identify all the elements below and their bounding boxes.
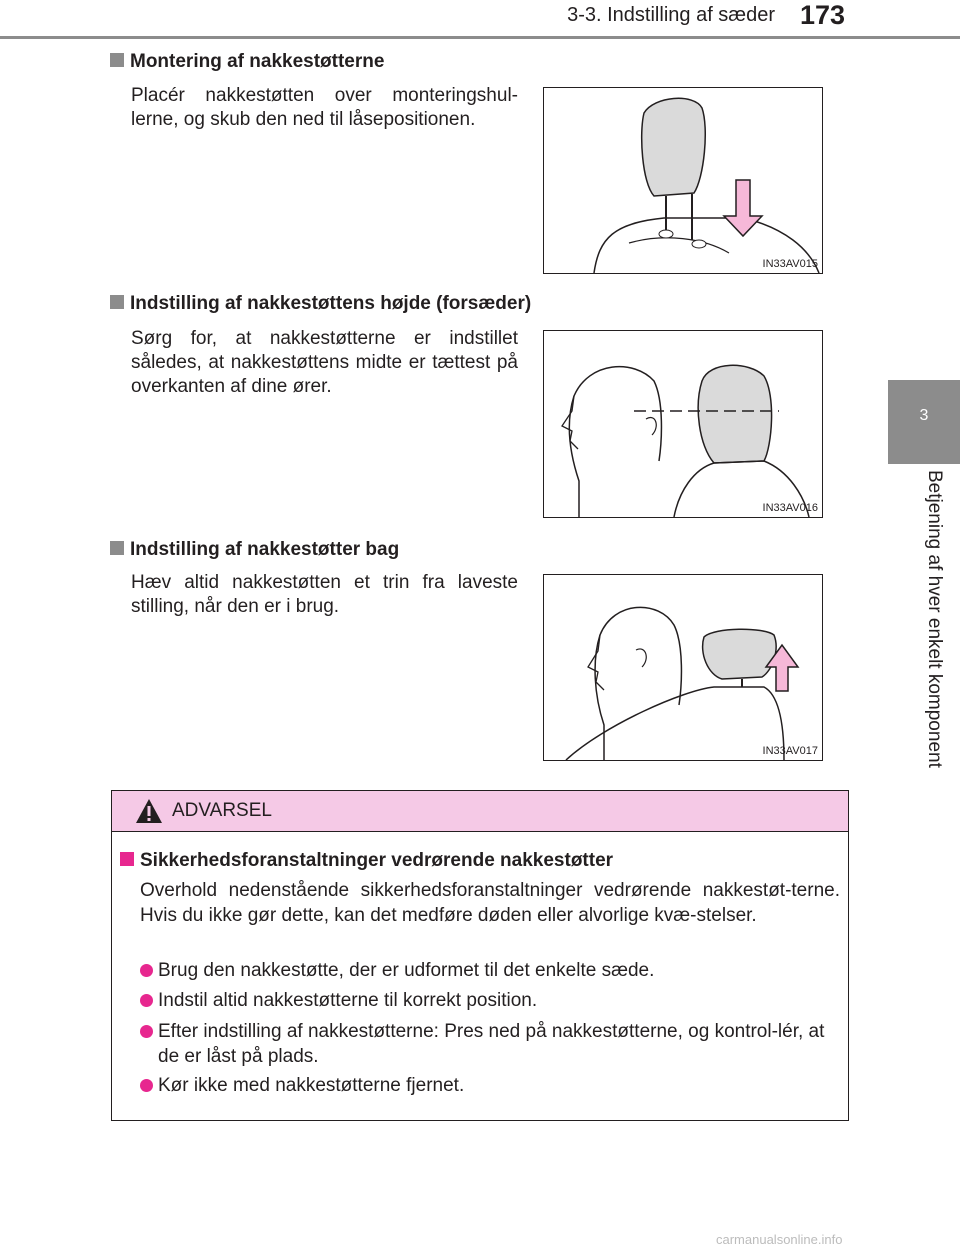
figure-height [543,330,823,518]
warning-triangle-icon [134,797,164,825]
section-text-rear: Hæv altid nakkestøtten et trin fra laveste stilling, når den er i brug. [131,572,518,617]
warning-box [111,790,849,1121]
bullet-dot-icon [140,1025,153,1038]
warning-heading: Sikkerhedsforanstaltninger vedrørende nakkestøtter [120,850,613,872]
warning-title: ADVARSEL [172,800,272,821]
chapter-tab [888,380,960,464]
header-divider [0,36,960,39]
head-and-headrest-illustration [544,331,822,517]
chapter-number: 3 [919,407,929,424]
figure-rear [543,574,823,761]
warning-bullet: Efter indstilling af nakkestøtterne: Pres ned på nakkestøtterne, og kontrol-lér, at de er låst på plads. [140,1019,840,1069]
warning-header [112,791,848,832]
warning-bullet: Kør ikke med nakkestøtterne fjernet. [140,1073,840,1098]
square-bullet-icon [110,541,124,555]
square-bullet-icon [120,852,134,866]
figure-code: IN33AV017 [762,745,818,757]
square-bullet-icon [110,295,124,309]
chapter-title: Betjening af hver enkelt komponent [924,470,945,768]
warning-intro: Overhold nedenstående sikkerhedsforanstaltninger vedrørende nakkestøt-terne. Hvis du ikke gør dette, kan det medføre døden eller alvorlige kvæ-stelser. [140,880,840,926]
figure-code: IN33AV016 [762,502,818,514]
bullet-dot-icon [140,964,153,977]
section-title: 3-3. Indstilling af sæder [567,4,775,26]
figure-mounting [543,87,823,274]
warning-bullet: Brug den nakkestøtte, der er udformet til det enkelte sæde. [140,958,840,983]
headrest-install-illustration [544,88,822,273]
warning-bullet: Indstil altid nakkestøtterne til korrekt position. [140,988,840,1013]
bullet-dot-icon [140,994,153,1007]
section-heading-rear: Indstilling af nakkestøtter bag [110,539,399,561]
section-text-height: Sørg for, at nakkestøtterne er indstillet således, at nakkestøttens midte er tættest på overkanten af dine ører. [131,328,518,397]
section-heading-mounting: Montering af nakkestøtterne [110,51,384,73]
square-bullet-icon [110,53,124,67]
watermark: carmanualsonline.info [716,1232,843,1247]
section-text-mounting: Placér nakkestøtten over monteringshul-lerne, og skub den ned til låsepositionen. [131,85,518,130]
section-heading-height: Indstilling af nakkestøttens højde (forsæder) [110,293,531,315]
page-number: 173 [800,0,846,30]
bullet-dot-icon [140,1079,153,1092]
rear-headrest-illustration [544,575,822,760]
figure-code: IN33AV015 [762,258,818,270]
